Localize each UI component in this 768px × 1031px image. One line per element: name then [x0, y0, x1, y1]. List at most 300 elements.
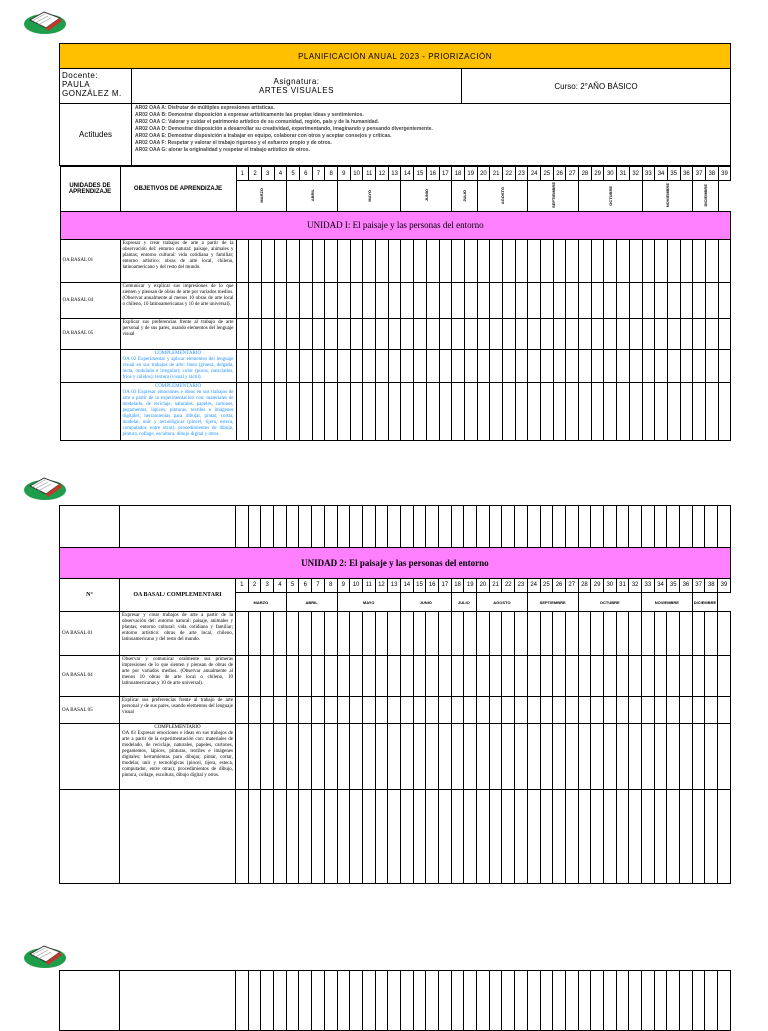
schedule-cell[interactable]	[363, 282, 376, 319]
schedule-cell[interactable]	[489, 506, 502, 548]
schedule-cell[interactable]	[451, 790, 464, 884]
schedule-cell[interactable]	[642, 383, 655, 441]
schedule-cell[interactable]	[680, 655, 693, 697]
schedule-cell[interactable]	[363, 349, 376, 382]
schedule-cell[interactable]	[274, 971, 287, 1031]
schedule-cell[interactable]	[451, 697, 464, 724]
schedule-cell[interactable]	[527, 971, 540, 1031]
schedule-cell[interactable]	[489, 724, 502, 790]
schedule-cell[interactable]	[362, 971, 375, 1031]
schedule-cell[interactable]	[629, 611, 642, 655]
schedule-cell[interactable]	[579, 282, 592, 319]
schedule-cell[interactable]	[578, 724, 591, 790]
schedule-cell[interactable]	[528, 282, 541, 319]
schedule-cell[interactable]	[540, 971, 553, 1031]
schedule-cell[interactable]	[261, 349, 274, 382]
schedule-cell[interactable]	[299, 971, 312, 1031]
schedule-cell[interactable]	[553, 319, 566, 349]
schedule-cell[interactable]	[299, 611, 312, 655]
schedule-cell[interactable]	[565, 655, 578, 697]
schedule-cell[interactable]	[248, 655, 261, 697]
schedule-cell[interactable]	[654, 697, 667, 724]
schedule-cell[interactable]	[629, 724, 642, 790]
schedule-cell[interactable]	[718, 971, 731, 1031]
schedule-cell[interactable]	[591, 611, 604, 655]
schedule-cell[interactable]	[591, 724, 604, 790]
schedule-cell[interactable]	[439, 790, 452, 884]
schedule-cell[interactable]	[705, 724, 718, 790]
schedule-cell[interactable]	[515, 971, 528, 1031]
schedule-cell[interactable]	[274, 790, 287, 884]
schedule-cell[interactable]	[413, 697, 426, 724]
schedule-cell[interactable]	[388, 655, 401, 697]
schedule-cell[interactable]	[616, 971, 629, 1031]
schedule-cell[interactable]	[616, 655, 629, 697]
schedule-cell[interactable]	[540, 724, 553, 790]
schedule-cell[interactable]	[515, 319, 528, 349]
schedule-cell[interactable]	[718, 383, 730, 441]
schedule-cell[interactable]	[362, 697, 375, 724]
schedule-cell[interactable]	[477, 240, 490, 283]
schedule-cell[interactable]	[274, 383, 287, 441]
schedule-cell[interactable]	[603, 611, 616, 655]
schedule-cell[interactable]	[591, 349, 604, 382]
schedule-cell[interactable]	[325, 240, 338, 283]
schedule-cell[interactable]	[325, 319, 338, 349]
schedule-cell[interactable]	[553, 790, 566, 884]
schedule-cell[interactable]	[299, 697, 312, 724]
schedule-cell[interactable]	[363, 240, 376, 283]
schedule-cell[interactable]	[350, 506, 363, 548]
schedule-cell[interactable]	[565, 971, 578, 1031]
schedule-cell[interactable]	[413, 611, 426, 655]
schedule-cell[interactable]	[426, 349, 439, 382]
schedule-cell[interactable]	[578, 971, 591, 1031]
schedule-cell[interactable]	[718, 697, 731, 724]
schedule-cell[interactable]	[464, 383, 477, 441]
schedule-cell[interactable]	[350, 611, 363, 655]
schedule-cell[interactable]	[312, 349, 325, 382]
schedule-cell[interactable]	[236, 655, 249, 697]
schedule-cell[interactable]	[337, 655, 350, 697]
schedule-cell[interactable]	[388, 971, 401, 1031]
schedule-cell[interactable]	[629, 971, 642, 1031]
schedule-cell[interactable]	[617, 319, 630, 349]
schedule-cell[interactable]	[692, 724, 705, 790]
schedule-cell[interactable]	[591, 790, 604, 884]
schedule-cell[interactable]	[312, 383, 325, 441]
schedule-cell[interactable]	[477, 724, 490, 790]
schedule-cell[interactable]	[363, 319, 376, 349]
schedule-cell[interactable]	[527, 697, 540, 724]
schedule-cell[interactable]	[667, 383, 680, 441]
schedule-cell[interactable]	[388, 349, 401, 382]
schedule-cell[interactable]	[350, 240, 363, 283]
schedule-cell[interactable]	[502, 319, 515, 349]
schedule-cell[interactable]	[617, 349, 630, 382]
schedule-cell[interactable]	[324, 697, 337, 724]
schedule-cell[interactable]	[413, 655, 426, 697]
schedule-cell[interactable]	[287, 319, 300, 349]
schedule-cell[interactable]	[388, 506, 401, 548]
schedule-cell[interactable]	[655, 349, 668, 382]
schedule-cell[interactable]	[667, 971, 680, 1031]
schedule-cell[interactable]	[286, 655, 299, 697]
schedule-cell[interactable]	[261, 697, 274, 724]
schedule-cell[interactable]	[654, 655, 667, 697]
schedule-cell[interactable]	[248, 611, 261, 655]
schedule-cell[interactable]	[414, 282, 427, 319]
schedule-cell[interactable]	[439, 282, 452, 319]
schedule-cell[interactable]	[426, 724, 439, 790]
schedule-cell[interactable]	[452, 240, 465, 283]
schedule-cell[interactable]	[553, 697, 566, 724]
schedule-cell[interactable]	[413, 971, 426, 1031]
schedule-cell[interactable]	[579, 383, 592, 441]
schedule-cell[interactable]	[629, 349, 642, 382]
schedule-cell[interactable]	[565, 724, 578, 790]
schedule-cell[interactable]	[579, 319, 592, 349]
schedule-cell[interactable]	[642, 240, 655, 283]
schedule-cell[interactable]	[603, 971, 616, 1031]
schedule-cell[interactable]	[299, 383, 312, 441]
schedule-cell[interactable]	[528, 349, 541, 382]
schedule-cell[interactable]	[413, 506, 426, 548]
schedule-cell[interactable]	[299, 319, 312, 349]
schedule-cell[interactable]	[337, 506, 350, 548]
schedule-cell[interactable]	[629, 282, 642, 319]
schedule-cell[interactable]	[515, 724, 528, 790]
schedule-cell[interactable]	[249, 240, 262, 283]
schedule-cell[interactable]	[692, 506, 705, 548]
schedule-cell[interactable]	[553, 655, 566, 697]
schedule-cell[interactable]	[464, 971, 477, 1031]
schedule-cell[interactable]	[287, 349, 300, 382]
schedule-cell[interactable]	[667, 697, 680, 724]
schedule-cell[interactable]	[426, 506, 439, 548]
schedule-cell[interactable]	[312, 790, 325, 884]
schedule-cell[interactable]	[337, 697, 350, 724]
schedule-cell[interactable]	[414, 383, 427, 441]
schedule-cell[interactable]	[718, 319, 730, 349]
schedule-cell[interactable]	[388, 697, 401, 724]
schedule-cell[interactable]	[248, 971, 261, 1031]
schedule-cell[interactable]	[376, 240, 389, 283]
schedule-cell[interactable]	[312, 697, 325, 724]
schedule-cell[interactable]	[705, 383, 718, 441]
schedule-cell[interactable]	[261, 319, 274, 349]
schedule-cell[interactable]	[629, 655, 642, 697]
schedule-cell[interactable]	[718, 282, 730, 319]
schedule-cell[interactable]	[655, 240, 668, 283]
schedule-cell[interactable]	[388, 790, 401, 884]
schedule-cell[interactable]	[426, 655, 439, 697]
schedule-cell[interactable]	[362, 724, 375, 790]
schedule-cell[interactable]	[591, 240, 604, 283]
schedule-cell[interactable]	[693, 319, 706, 349]
schedule-cell[interactable]	[464, 349, 477, 382]
schedule-cell[interactable]	[502, 724, 515, 790]
schedule-cell[interactable]	[693, 383, 706, 441]
schedule-cell[interactable]	[350, 724, 363, 790]
schedule-cell[interactable]	[248, 724, 261, 790]
schedule-cell[interactable]	[464, 697, 477, 724]
schedule-cell[interactable]	[477, 790, 490, 884]
schedule-cell[interactable]	[629, 240, 642, 283]
schedule-cell[interactable]	[515, 697, 528, 724]
schedule-cell[interactable]	[401, 282, 414, 319]
schedule-cell[interactable]	[477, 506, 490, 548]
schedule-cell[interactable]	[705, 319, 718, 349]
schedule-cell[interactable]	[502, 282, 515, 319]
schedule-cell[interactable]	[477, 319, 490, 349]
schedule-cell[interactable]	[236, 383, 249, 441]
schedule-cell[interactable]	[667, 282, 680, 319]
schedule-cell[interactable]	[236, 971, 249, 1031]
schedule-cell[interactable]	[553, 349, 566, 382]
schedule-cell[interactable]	[553, 724, 566, 790]
schedule-cell[interactable]	[527, 724, 540, 790]
schedule-cell[interactable]	[401, 240, 414, 283]
schedule-cell[interactable]	[705, 971, 718, 1031]
schedule-cell[interactable]	[642, 611, 655, 655]
schedule-cell[interactable]	[489, 655, 502, 697]
schedule-cell[interactable]	[604, 282, 617, 319]
schedule-cell[interactable]	[566, 240, 579, 283]
schedule-cell[interactable]	[667, 319, 680, 349]
schedule-cell[interactable]	[464, 240, 477, 283]
schedule-cell[interactable]	[617, 240, 630, 283]
schedule-cell[interactable]	[375, 971, 388, 1031]
schedule-cell[interactable]	[527, 611, 540, 655]
schedule-cell[interactable]	[541, 319, 554, 349]
schedule-cell[interactable]	[502, 506, 515, 548]
schedule-cell[interactable]	[693, 282, 706, 319]
schedule-cell[interactable]	[616, 697, 629, 724]
schedule-cell[interactable]	[452, 319, 465, 349]
schedule-cell[interactable]	[553, 383, 566, 441]
schedule-cell[interactable]	[603, 790, 616, 884]
schedule-cell[interactable]	[477, 611, 490, 655]
schedule-cell[interactable]	[578, 611, 591, 655]
schedule-cell[interactable]	[376, 383, 389, 441]
schedule-cell[interactable]	[236, 724, 249, 790]
schedule-cell[interactable]	[616, 506, 629, 548]
schedule-cell[interactable]	[324, 655, 337, 697]
schedule-cell[interactable]	[400, 724, 413, 790]
schedule-cell[interactable]	[578, 790, 591, 884]
schedule-cell[interactable]	[261, 971, 274, 1031]
schedule-cell[interactable]	[439, 611, 452, 655]
schedule-cell[interactable]	[325, 383, 338, 441]
schedule-cell[interactable]	[439, 724, 452, 790]
schedule-cell[interactable]	[439, 506, 452, 548]
schedule-cell[interactable]	[312, 971, 325, 1031]
schedule-cell[interactable]	[705, 697, 718, 724]
schedule-cell[interactable]	[452, 383, 465, 441]
schedule-cell[interactable]	[286, 506, 299, 548]
schedule-cell[interactable]	[553, 282, 566, 319]
schedule-cell[interactable]	[692, 655, 705, 697]
schedule-cell[interactable]	[693, 349, 706, 382]
schedule-cell[interactable]	[451, 611, 464, 655]
schedule-cell[interactable]	[400, 697, 413, 724]
schedule-cell[interactable]	[578, 506, 591, 548]
schedule-cell[interactable]	[692, 697, 705, 724]
schedule-cell[interactable]	[236, 240, 249, 283]
schedule-cell[interactable]	[680, 506, 693, 548]
schedule-cell[interactable]	[655, 282, 668, 319]
schedule-cell[interactable]	[667, 506, 680, 548]
schedule-cell[interactable]	[299, 724, 312, 790]
schedule-cell[interactable]	[312, 240, 325, 283]
schedule-cell[interactable]	[414, 240, 427, 283]
schedule-cell[interactable]	[604, 240, 617, 283]
schedule-cell[interactable]	[451, 506, 464, 548]
schedule-cell[interactable]	[490, 319, 503, 349]
schedule-cell[interactable]	[261, 506, 274, 548]
schedule-cell[interactable]	[464, 319, 477, 349]
schedule-cell[interactable]	[299, 655, 312, 697]
schedule-cell[interactable]	[426, 971, 439, 1031]
schedule-cell[interactable]	[274, 655, 287, 697]
schedule-cell[interactable]	[400, 506, 413, 548]
schedule-cell[interactable]	[261, 383, 274, 441]
schedule-cell[interactable]	[350, 655, 363, 697]
schedule-cell[interactable]	[362, 506, 375, 548]
schedule-cell[interactable]	[236, 349, 249, 382]
schedule-cell[interactable]	[286, 790, 299, 884]
schedule-cell[interactable]	[236, 282, 249, 319]
schedule-cell[interactable]	[362, 655, 375, 697]
schedule-cell[interactable]	[680, 349, 693, 382]
schedule-cell[interactable]	[400, 790, 413, 884]
schedule-cell[interactable]	[376, 319, 389, 349]
schedule-cell[interactable]	[338, 383, 351, 441]
schedule-cell[interactable]	[249, 349, 262, 382]
schedule-cell[interactable]	[401, 349, 414, 382]
schedule-cell[interactable]	[312, 724, 325, 790]
schedule-cell[interactable]	[477, 971, 490, 1031]
schedule-cell[interactable]	[718, 611, 731, 655]
schedule-cell[interactable]	[642, 506, 655, 548]
schedule-cell[interactable]	[236, 611, 249, 655]
schedule-cell[interactable]	[299, 790, 312, 884]
schedule-cell[interactable]	[477, 697, 490, 724]
schedule-cell[interactable]	[591, 971, 604, 1031]
schedule-cell[interactable]	[274, 697, 287, 724]
schedule-cell[interactable]	[439, 349, 452, 382]
schedule-cell[interactable]	[591, 319, 604, 349]
schedule-cell[interactable]	[299, 240, 312, 283]
schedule-cell[interactable]	[477, 349, 490, 382]
schedule-cell[interactable]	[274, 506, 287, 548]
schedule-cell[interactable]	[655, 319, 668, 349]
schedule-cell[interactable]	[274, 611, 287, 655]
schedule-cell[interactable]	[248, 790, 261, 884]
schedule-cell[interactable]	[388, 724, 401, 790]
schedule-cell[interactable]	[426, 611, 439, 655]
schedule-cell[interactable]	[324, 724, 337, 790]
schedule-cell[interactable]	[388, 282, 401, 319]
schedule-cell[interactable]	[680, 724, 693, 790]
schedule-cell[interactable]	[324, 971, 337, 1031]
schedule-cell[interactable]	[375, 506, 388, 548]
schedule-cell[interactable]	[426, 697, 439, 724]
schedule-cell[interactable]	[667, 240, 680, 283]
schedule-cell[interactable]	[692, 611, 705, 655]
schedule-cell[interactable]	[464, 611, 477, 655]
schedule-cell[interactable]	[337, 790, 350, 884]
schedule-cell[interactable]	[388, 611, 401, 655]
schedule-cell[interactable]	[249, 282, 262, 319]
schedule-cell[interactable]	[287, 240, 300, 283]
schedule-cell[interactable]	[515, 240, 528, 283]
schedule-cell[interactable]	[489, 971, 502, 1031]
schedule-cell[interactable]	[452, 282, 465, 319]
schedule-cell[interactable]	[553, 971, 566, 1031]
schedule-cell[interactable]	[413, 724, 426, 790]
schedule-cell[interactable]	[350, 971, 363, 1031]
schedule-cell[interactable]	[603, 655, 616, 697]
schedule-cell[interactable]	[718, 655, 731, 697]
schedule-cell[interactable]	[350, 282, 363, 319]
schedule-cell[interactable]	[616, 611, 629, 655]
schedule-cell[interactable]	[718, 506, 731, 548]
schedule-cell[interactable]	[515, 282, 528, 319]
schedule-cell[interactable]	[502, 611, 515, 655]
schedule-cell[interactable]	[299, 506, 312, 548]
schedule-cell[interactable]	[718, 349, 730, 382]
schedule-cell[interactable]	[286, 611, 299, 655]
schedule-cell[interactable]	[287, 282, 300, 319]
schedule-cell[interactable]	[705, 240, 718, 283]
schedule-cell[interactable]	[629, 319, 642, 349]
schedule-cell[interactable]	[451, 724, 464, 790]
schedule-cell[interactable]	[654, 790, 667, 884]
schedule-cell[interactable]	[540, 790, 553, 884]
schedule-cell[interactable]	[325, 282, 338, 319]
schedule-cell[interactable]	[566, 383, 579, 441]
schedule-cell[interactable]	[654, 724, 667, 790]
schedule-cell[interactable]	[451, 971, 464, 1031]
schedule-cell[interactable]	[286, 971, 299, 1031]
schedule-cell[interactable]	[350, 349, 363, 382]
schedule-cell[interactable]	[705, 349, 718, 382]
schedule-cell[interactable]	[312, 282, 325, 319]
schedule-cell[interactable]	[439, 240, 452, 283]
schedule-cell[interactable]	[680, 971, 693, 1031]
schedule-cell[interactable]	[363, 383, 376, 441]
schedule-cell[interactable]	[591, 697, 604, 724]
schedule-cell[interactable]	[338, 240, 351, 283]
schedule-cell[interactable]	[515, 506, 528, 548]
schedule-cell[interactable]	[565, 697, 578, 724]
schedule-cell[interactable]	[375, 724, 388, 790]
schedule-cell[interactable]	[261, 611, 274, 655]
schedule-cell[interactable]	[502, 971, 515, 1031]
schedule-cell[interactable]	[541, 383, 554, 441]
schedule-cell[interactable]	[654, 611, 667, 655]
schedule-cell[interactable]	[236, 506, 249, 548]
schedule-cell[interactable]	[248, 506, 261, 548]
schedule-cell[interactable]	[705, 282, 718, 319]
schedule-cell[interactable]	[464, 506, 477, 548]
schedule-cell[interactable]	[642, 724, 655, 790]
schedule-cell[interactable]	[692, 971, 705, 1031]
schedule-cell[interactable]	[528, 319, 541, 349]
schedule-cell[interactable]	[642, 319, 655, 349]
